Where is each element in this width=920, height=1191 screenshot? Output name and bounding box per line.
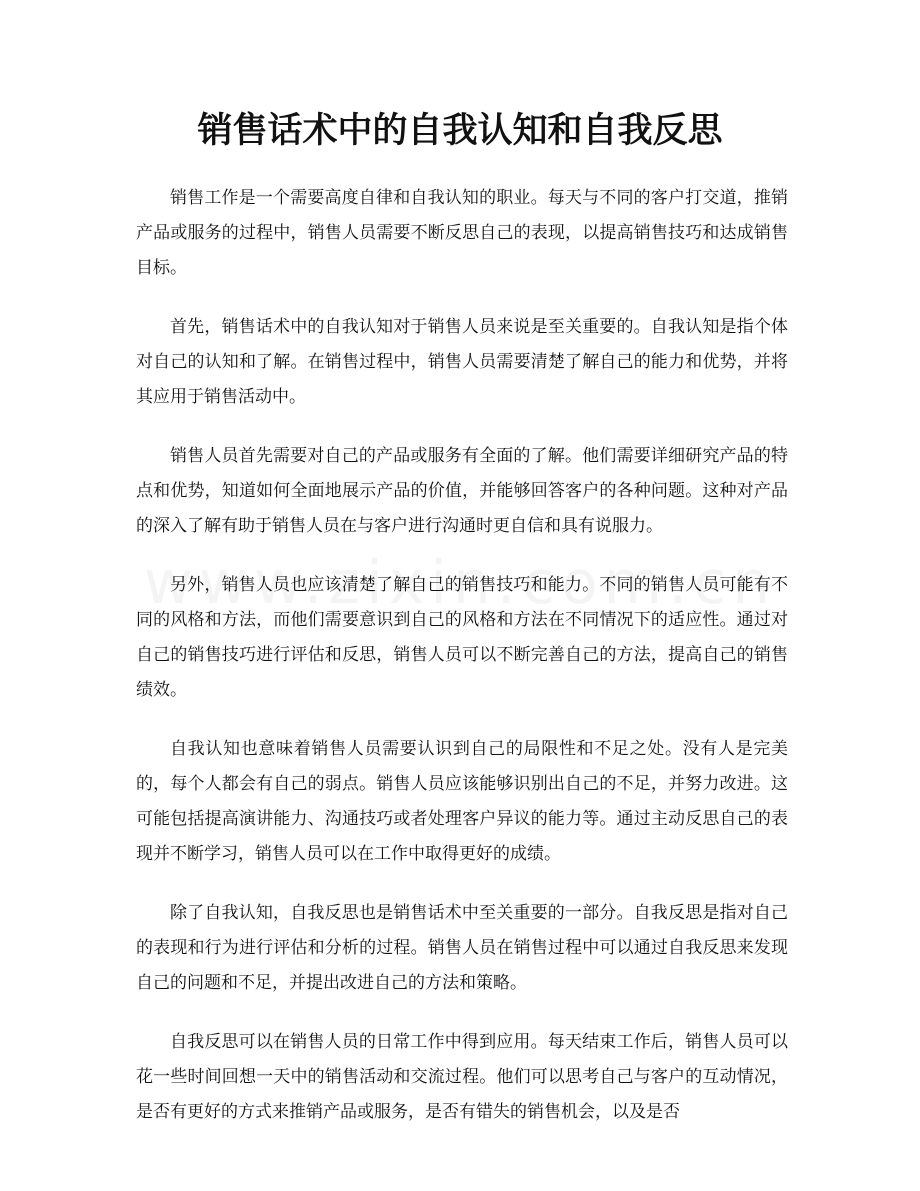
paragraph-6: 除了自我认知，自我反思也是销售话术中至关重要的一部分。自我反思是指对自己的表现和行为进行评估和分析的过程。销售人员在销售过程中可以通过自我反思来发现自己的问题和不足，并提出改进自己的方法和策略。 [136,903,788,993]
paragraph-2: 首先，销售话术中的自我认知对于销售人员来说是至关重要的。自我认知是指个体对自己的认知和了解。在销售过程中，销售人员需要清楚了解自己的能力和优势，并将其应用于销售活动中。 [136,317,788,407]
paragraph-7: 自我反思可以在销售人员的日常工作中得到应用。每天结束工作后，销售人员可以花一些时间回想一天中的销售活动和交流过程。他们可以思考自己与客户的互动情况，是否有更好的方式来推销产品或服务，是否有错失的销售机会，以及是否 [136,1032,788,1122]
paragraph-3: 销售人员首先需要对自己的产品或服务有全面的了解。他们需要详细研究产品的特点和优势，知道如何全面地展示产品的价值，并能够回答客户的各种问题。这种对产品的深入了解有助于销售人员在与客户进行沟通时更自信和具有说服力。 [136,446,788,536]
document-body [136,181,788,1154]
paragraph-4: 另外，销售人员也应该清楚了解自己的销售技巧和能力。不同的销售人员可能有不同的风格和方法，而他们需要意识到自己的风格和方法在不同情况下的适应性。通过对自己的销售技巧进行评估和反思，销售人员可以不断完善自己的方法，提高自己的销售绩效。 [136,575,788,700]
paragraph-5: 自我认知也意味着销售人员需要认识到自己的局限性和不足之处。没有人是完美的，每个人都会有自己的弱点。销售人员应该能够识别出自己的不足，并努力改进。这可能包括提高演讲能力、沟通技巧或者处理客户异议的能力等。通过主动反思自己的表现并不断学习，销售人员可以在工作中取得更好的成绩。 [136,739,788,864]
document-title: 销售话术中的自我认知和自我反思 [197,111,723,151]
paragraph-1: 销售工作是一个需要高度自律和自我认知的职业。每天与不同的客户打交道，推销产品或服务的过程中，销售人员需要不断反思自己的表现，以提高销售技巧和达成销售目标。 [136,188,788,278]
